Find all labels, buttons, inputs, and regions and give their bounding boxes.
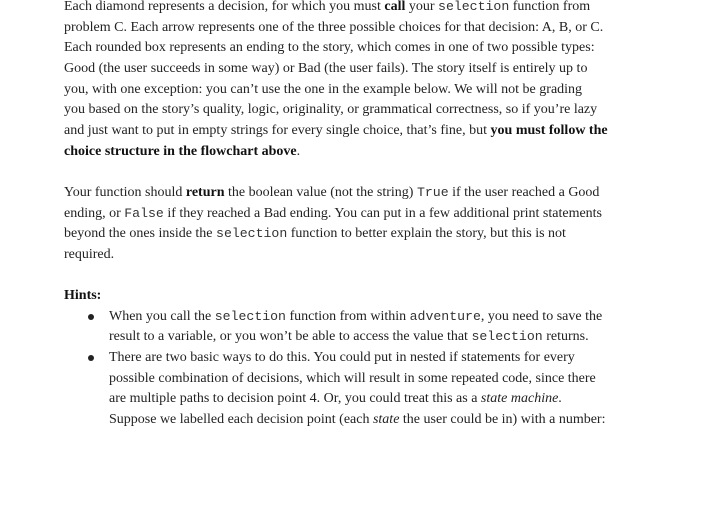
hint-2-line-1: There are two basic ways to do this. You could put in nested if statements for every xyxy=(109,350,575,365)
paragraph-2-line-3: beyond the ones inside the selection function to better explain the story, but this is not xyxy=(64,226,566,241)
paragraph-1-line-7: and just want to put in empty strings for every single choice, that’s fine, but you must follow the xyxy=(64,123,608,138)
paragraph-1-line-3: Each rounded box represents an ending to the story, which comes in one of two possible types: xyxy=(64,40,595,55)
bullet-2-icon xyxy=(88,355,94,361)
paragraph-1-line-4: Good (the user succeeds in some way) or Bad (the user fails). The story itself is entirely up to xyxy=(64,61,588,76)
paragraph-2-line-4: required. xyxy=(64,247,115,262)
paragraph-1-line-6: you based on the story’s quality, logic, originality, or grammatical correctness, so if you’re lazy xyxy=(64,102,598,117)
paragraph-1-line-1: Each diamond represents a decision, for which you must call your selection function from xyxy=(64,0,591,14)
hint-2-line-3: are multiple paths to decision point 4. Or, you could treat this as a state machine. xyxy=(109,391,562,406)
paragraph-1-line-8: choice structure in the flowchart above. xyxy=(64,144,301,159)
paragraph-1-line-2: problem C. Each arrow represents one of the three possible choices for that decision: A, B, or C. xyxy=(64,20,604,35)
paragraph-2-line-2: ending, or False if they reached a Bad ending. You can put in a few additional print statements xyxy=(64,206,603,221)
hint-2-line-4: Suppose we labelled each decision point (each state the user could be in) with a number: xyxy=(109,412,606,427)
hint-1-line-1: When you call the selection function from within adventure, you need to save the xyxy=(109,309,603,324)
paragraph-2-line-1: Your function should return the boolean value (not the string) True if the user reached a Good xyxy=(64,185,600,200)
hint-2-line-2: possible combination of decisions, which will result in some repeated code, since there xyxy=(109,371,596,386)
hints-heading: Hints: xyxy=(64,288,102,303)
paragraph-1-line-5: you, with one exception: you can’t use the one in the example below. We will not be grading xyxy=(64,82,583,97)
bullet-1-icon xyxy=(88,314,94,320)
hint-1-line-2: result to a variable, or you won’t be able to access the value that selection returns. xyxy=(109,329,589,344)
